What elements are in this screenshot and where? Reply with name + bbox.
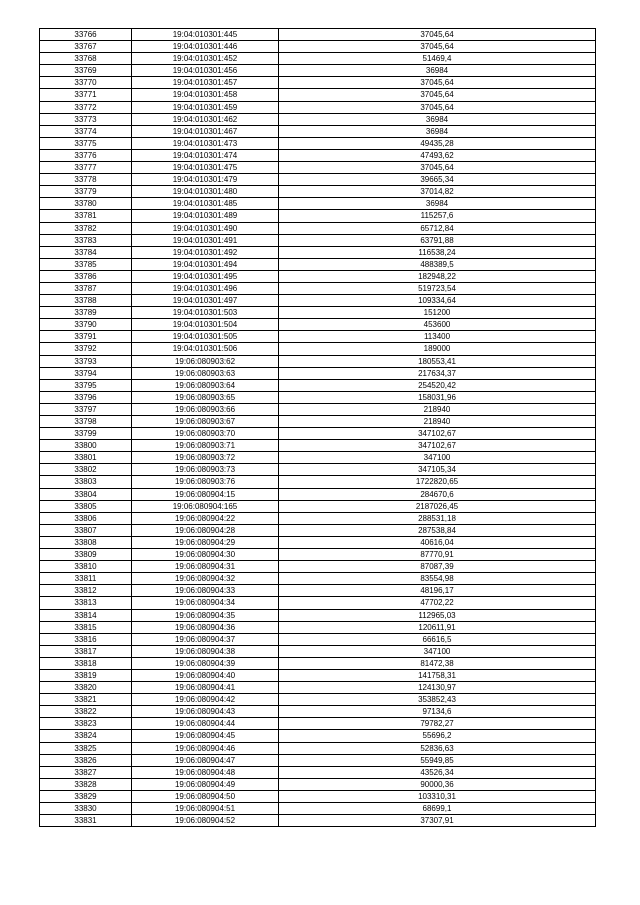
cadastral-number-cell: 19:06:080904:45	[132, 730, 279, 742]
row-number-cell: 33792	[40, 343, 132, 355]
cadastral-number-cell: 19:06:080904:29	[132, 536, 279, 548]
table-row	[40, 803, 596, 815]
table-row	[40, 694, 596, 706]
value-cell: 353852,43	[279, 694, 596, 706]
table-row	[40, 162, 596, 174]
table-row	[40, 416, 596, 428]
table-row	[40, 89, 596, 101]
value-cell: 39665,34	[279, 174, 596, 186]
cadastral-number-cell: 19:06:080904:49	[132, 778, 279, 790]
table-row	[40, 718, 596, 730]
value-cell: 66616,5	[279, 633, 596, 645]
table-row	[40, 331, 596, 343]
table-row	[40, 222, 596, 234]
row-number-cell: 33768	[40, 53, 132, 65]
row-number-cell: 33785	[40, 258, 132, 270]
value-cell: 1722820,65	[279, 476, 596, 488]
table-row	[40, 440, 596, 452]
value-cell: 453600	[279, 319, 596, 331]
value-cell: 158031,96	[279, 391, 596, 403]
table-row	[40, 790, 596, 802]
table-row	[40, 754, 596, 766]
row-number-cell: 33787	[40, 282, 132, 294]
value-cell: 48196,17	[279, 585, 596, 597]
table-row	[40, 428, 596, 440]
value-cell: 112965,03	[279, 609, 596, 621]
value-cell: 347100	[279, 452, 596, 464]
row-number-cell: 33770	[40, 77, 132, 89]
row-number-cell: 33775	[40, 137, 132, 149]
value-cell: 79782,27	[279, 718, 596, 730]
table-row	[40, 476, 596, 488]
row-number-cell: 33783	[40, 234, 132, 246]
table-row	[40, 488, 596, 500]
cadastral-number-cell: 19:06:080904:50	[132, 790, 279, 802]
row-number-cell: 33803	[40, 476, 132, 488]
value-cell: 87770,91	[279, 549, 596, 561]
row-number-cell: 33797	[40, 403, 132, 415]
value-cell: 37045,64	[279, 29, 596, 41]
value-cell: 36984	[279, 113, 596, 125]
cadastral-number-cell: 19:06:080903:72	[132, 452, 279, 464]
table-row	[40, 512, 596, 524]
row-number-cell: 33804	[40, 488, 132, 500]
value-cell: 36984	[279, 125, 596, 137]
cadastral-number-cell: 19:04:010301:462	[132, 113, 279, 125]
value-cell: 40616,04	[279, 536, 596, 548]
cadastral-number-cell: 19:06:080904:39	[132, 657, 279, 669]
row-number-cell: 33782	[40, 222, 132, 234]
value-cell: 87087,39	[279, 561, 596, 573]
cadastral-number-cell: 19:06:080904:52	[132, 815, 279, 827]
value-cell: 55949,85	[279, 754, 596, 766]
table-row	[40, 29, 596, 41]
row-number-cell: 33799	[40, 428, 132, 440]
table-row	[40, 355, 596, 367]
table-row	[40, 367, 596, 379]
value-cell: 63791,88	[279, 234, 596, 246]
row-number-cell: 33822	[40, 706, 132, 718]
row-number-cell: 33795	[40, 379, 132, 391]
row-number-cell: 33820	[40, 682, 132, 694]
row-number-cell: 33828	[40, 778, 132, 790]
cadastral-number-cell: 19:06:080904:31	[132, 561, 279, 573]
row-number-cell: 33800	[40, 440, 132, 452]
table-row	[40, 657, 596, 669]
row-number-cell: 33806	[40, 512, 132, 524]
cadastral-number-cell: 19:04:010301:505	[132, 331, 279, 343]
cadastral-number-cell: 19:06:080904:37	[132, 633, 279, 645]
value-cell: 47702,22	[279, 597, 596, 609]
cadastral-number-cell: 19:06:080904:30	[132, 549, 279, 561]
cadastral-number-cell: 19:06:080904:47	[132, 754, 279, 766]
cadastral-number-cell: 19:06:080903:71	[132, 440, 279, 452]
cadastral-number-cell: 19:06:080904:38	[132, 645, 279, 657]
cadastral-number-cell: 19:04:010301:494	[132, 258, 279, 270]
row-number-cell: 33831	[40, 815, 132, 827]
value-cell: 284670,6	[279, 488, 596, 500]
value-cell: 68699,1	[279, 803, 596, 815]
table-row	[40, 464, 596, 476]
table-row	[40, 343, 596, 355]
value-cell: 180553,41	[279, 355, 596, 367]
row-number-cell: 33814	[40, 609, 132, 621]
row-number-cell: 33808	[40, 536, 132, 548]
row-number-cell: 33830	[40, 803, 132, 815]
value-cell: 37045,64	[279, 101, 596, 113]
cadastral-number-cell: 19:04:010301:445	[132, 29, 279, 41]
value-cell: 116538,24	[279, 246, 596, 258]
cadastral-number-cell: 19:04:010301:473	[132, 137, 279, 149]
row-number-cell: 33813	[40, 597, 132, 609]
cadastral-number-cell: 19:04:010301:457	[132, 77, 279, 89]
row-number-cell: 33823	[40, 718, 132, 730]
value-cell: 218940	[279, 403, 596, 415]
row-number-cell: 33771	[40, 89, 132, 101]
cadastral-number-cell: 19:04:010301:495	[132, 270, 279, 282]
value-cell: 288531,18	[279, 512, 596, 524]
row-number-cell: 33826	[40, 754, 132, 766]
row-number-cell: 33784	[40, 246, 132, 258]
cadastral-number-cell: 19:06:080904:46	[132, 742, 279, 754]
cadastral-number-cell: 19:04:010301:458	[132, 89, 279, 101]
value-cell: 151200	[279, 307, 596, 319]
cadastral-number-cell: 19:06:080903:64	[132, 379, 279, 391]
value-cell: 182948,22	[279, 270, 596, 282]
cadastral-number-cell: 19:04:010301:497	[132, 295, 279, 307]
table-row	[40, 706, 596, 718]
row-number-cell: 33778	[40, 174, 132, 186]
cadastral-number-cell: 19:06:080903:70	[132, 428, 279, 440]
value-cell: 347102,67	[279, 440, 596, 452]
table-row	[40, 500, 596, 512]
table-row	[40, 113, 596, 125]
value-cell: 83554,98	[279, 573, 596, 585]
cadastral-number-cell: 19:06:080904:32	[132, 573, 279, 585]
table-row	[40, 633, 596, 645]
cadastral-number-cell: 19:04:010301:459	[132, 101, 279, 113]
cadastral-number-cell: 19:06:080904:44	[132, 718, 279, 730]
table-row	[40, 65, 596, 77]
row-number-cell: 33769	[40, 65, 132, 77]
row-number-cell: 33781	[40, 210, 132, 222]
table-row	[40, 597, 596, 609]
row-number-cell: 33807	[40, 524, 132, 536]
cadastral-number-cell: 19:04:010301:446	[132, 41, 279, 53]
row-number-cell: 33786	[40, 270, 132, 282]
table-row	[40, 53, 596, 65]
cadastral-number-cell: 19:04:010301:490	[132, 222, 279, 234]
cadastral-number-cell: 19:06:080904:15	[132, 488, 279, 500]
cadastral-number-cell: 19:06:080904:28	[132, 524, 279, 536]
table-row	[40, 730, 596, 742]
table-row	[40, 645, 596, 657]
value-cell: 347100	[279, 645, 596, 657]
table-row	[40, 621, 596, 633]
cadastral-number-cell: 19:06:080903:67	[132, 416, 279, 428]
cadastral-number-cell: 19:04:010301:496	[132, 282, 279, 294]
row-number-cell: 33774	[40, 125, 132, 137]
value-cell: 36984	[279, 65, 596, 77]
row-number-cell: 33777	[40, 162, 132, 174]
table-row	[40, 536, 596, 548]
value-cell: 43526,34	[279, 766, 596, 778]
value-cell: 37045,64	[279, 89, 596, 101]
table-row	[40, 742, 596, 754]
cadastral-number-cell: 19:04:010301:452	[132, 53, 279, 65]
value-cell: 2187026,45	[279, 500, 596, 512]
table-row	[40, 766, 596, 778]
cadastral-number-cell: 19:06:080904:43	[132, 706, 279, 718]
row-number-cell: 33824	[40, 730, 132, 742]
row-number-cell: 33779	[40, 186, 132, 198]
table-row	[40, 778, 596, 790]
value-cell: 37045,64	[279, 162, 596, 174]
row-number-cell: 33766	[40, 29, 132, 41]
cadastral-number-cell: 19:04:010301:504	[132, 319, 279, 331]
data-table	[39, 28, 596, 827]
cadastral-number-cell: 19:04:010301:491	[132, 234, 279, 246]
row-number-cell: 33801	[40, 452, 132, 464]
table-row	[40, 391, 596, 403]
cadastral-number-cell: 19:06:080903:65	[132, 391, 279, 403]
cadastral-number-cell: 19:04:010301:506	[132, 343, 279, 355]
table-row	[40, 125, 596, 137]
cadastral-number-cell: 19:06:080904:42	[132, 694, 279, 706]
value-cell: 37014,82	[279, 186, 596, 198]
row-number-cell: 33788	[40, 295, 132, 307]
value-cell: 49435,28	[279, 137, 596, 149]
cadastral-number-cell: 19:04:010301:479	[132, 174, 279, 186]
cadastral-number-cell: 19:06:080904:40	[132, 669, 279, 681]
value-cell: 124130,97	[279, 682, 596, 694]
row-number-cell: 33791	[40, 331, 132, 343]
row-number-cell: 33780	[40, 198, 132, 210]
value-cell: 141758,31	[279, 669, 596, 681]
row-number-cell: 33811	[40, 573, 132, 585]
row-number-cell: 33793	[40, 355, 132, 367]
row-number-cell: 33773	[40, 113, 132, 125]
value-cell: 37307,91	[279, 815, 596, 827]
row-number-cell: 33818	[40, 657, 132, 669]
cadastral-number-cell: 19:06:080904:35	[132, 609, 279, 621]
table-row	[40, 307, 596, 319]
cadastral-number-cell: 19:06:080903:63	[132, 367, 279, 379]
value-cell: 488389,5	[279, 258, 596, 270]
value-cell: 115257,6	[279, 210, 596, 222]
cadastral-number-cell: 19:04:010301:475	[132, 162, 279, 174]
value-cell: 55696,2	[279, 730, 596, 742]
value-cell: 47493,62	[279, 149, 596, 161]
value-cell: 90000,36	[279, 778, 596, 790]
value-cell: 218940	[279, 416, 596, 428]
value-cell: 347105,34	[279, 464, 596, 476]
cadastral-number-cell: 19:04:010301:492	[132, 246, 279, 258]
row-number-cell: 33796	[40, 391, 132, 403]
table-row	[40, 524, 596, 536]
row-number-cell: 33825	[40, 742, 132, 754]
row-number-cell: 33776	[40, 149, 132, 161]
cadastral-number-cell: 19:06:080904:33	[132, 585, 279, 597]
value-cell: 81472,38	[279, 657, 596, 669]
table-row	[40, 585, 596, 597]
value-cell: 189000	[279, 343, 596, 355]
cadastral-number-cell: 19:04:010301:480	[132, 186, 279, 198]
table-row	[40, 198, 596, 210]
row-number-cell: 33794	[40, 367, 132, 379]
row-number-cell: 33827	[40, 766, 132, 778]
table-row	[40, 669, 596, 681]
table-row	[40, 379, 596, 391]
row-number-cell: 33790	[40, 319, 132, 331]
value-cell: 97134,6	[279, 706, 596, 718]
value-cell: 103310,31	[279, 790, 596, 802]
table-row	[40, 246, 596, 258]
row-number-cell: 33816	[40, 633, 132, 645]
table-row	[40, 101, 596, 113]
value-cell: 51469,4	[279, 53, 596, 65]
table-row	[40, 815, 596, 827]
value-cell: 287538,84	[279, 524, 596, 536]
table-row	[40, 149, 596, 161]
cadastral-number-cell: 19:06:080904:22	[132, 512, 279, 524]
table-row	[40, 234, 596, 246]
table-row	[40, 561, 596, 573]
value-cell: 347102,67	[279, 428, 596, 440]
cadastral-number-cell: 19:06:080904:165	[132, 500, 279, 512]
value-cell: 109334,64	[279, 295, 596, 307]
table-row	[40, 210, 596, 222]
table-row	[40, 186, 596, 198]
value-cell: 217634,37	[279, 367, 596, 379]
value-cell: 120611,91	[279, 621, 596, 633]
cadastral-number-cell: 19:06:080903:62	[132, 355, 279, 367]
cadastral-number-cell: 19:04:010301:474	[132, 149, 279, 161]
cadastral-number-cell: 19:04:010301:467	[132, 125, 279, 137]
table-row	[40, 682, 596, 694]
row-number-cell: 33767	[40, 41, 132, 53]
table-body	[40, 29, 596, 827]
table-row	[40, 609, 596, 621]
value-cell: 113400	[279, 331, 596, 343]
table-row	[40, 452, 596, 464]
table-row	[40, 319, 596, 331]
table-row	[40, 573, 596, 585]
cadastral-number-cell: 19:04:010301:489	[132, 210, 279, 222]
table-row	[40, 295, 596, 307]
cadastral-number-cell: 19:06:080903:76	[132, 476, 279, 488]
table-row	[40, 549, 596, 561]
cadastral-number-cell: 19:06:080904:48	[132, 766, 279, 778]
cadastral-number-cell: 19:06:080904:41	[132, 682, 279, 694]
cadastral-number-cell: 19:06:080904:51	[132, 803, 279, 815]
row-number-cell: 33829	[40, 790, 132, 802]
value-cell: 519723,54	[279, 282, 596, 294]
row-number-cell: 33821	[40, 694, 132, 706]
cadastral-number-cell: 19:04:010301:456	[132, 65, 279, 77]
row-number-cell: 33819	[40, 669, 132, 681]
row-number-cell: 33802	[40, 464, 132, 476]
table-row	[40, 403, 596, 415]
cadastral-number-cell: 19:04:010301:485	[132, 198, 279, 210]
table-row	[40, 270, 596, 282]
row-number-cell: 33812	[40, 585, 132, 597]
cadastral-number-cell: 19:06:080904:34	[132, 597, 279, 609]
cadastral-number-cell: 19:04:010301:503	[132, 307, 279, 319]
value-cell: 37045,64	[279, 41, 596, 53]
row-number-cell: 33772	[40, 101, 132, 113]
value-cell: 36984	[279, 198, 596, 210]
value-cell: 254520,42	[279, 379, 596, 391]
table-row	[40, 137, 596, 149]
row-number-cell: 33789	[40, 307, 132, 319]
table-row	[40, 282, 596, 294]
cadastral-number-cell: 19:06:080903:66	[132, 403, 279, 415]
table-row	[40, 41, 596, 53]
row-number-cell: 33798	[40, 416, 132, 428]
row-number-cell: 33805	[40, 500, 132, 512]
value-cell: 52836,63	[279, 742, 596, 754]
row-number-cell: 33815	[40, 621, 132, 633]
row-number-cell: 33809	[40, 549, 132, 561]
row-number-cell: 33810	[40, 561, 132, 573]
table-row	[40, 174, 596, 186]
table-row	[40, 77, 596, 89]
row-number-cell: 33817	[40, 645, 132, 657]
cadastral-number-cell: 19:06:080903:73	[132, 464, 279, 476]
value-cell: 65712,84	[279, 222, 596, 234]
value-cell: 37045,64	[279, 77, 596, 89]
table-row	[40, 258, 596, 270]
cadastral-number-cell: 19:06:080904:36	[132, 621, 279, 633]
